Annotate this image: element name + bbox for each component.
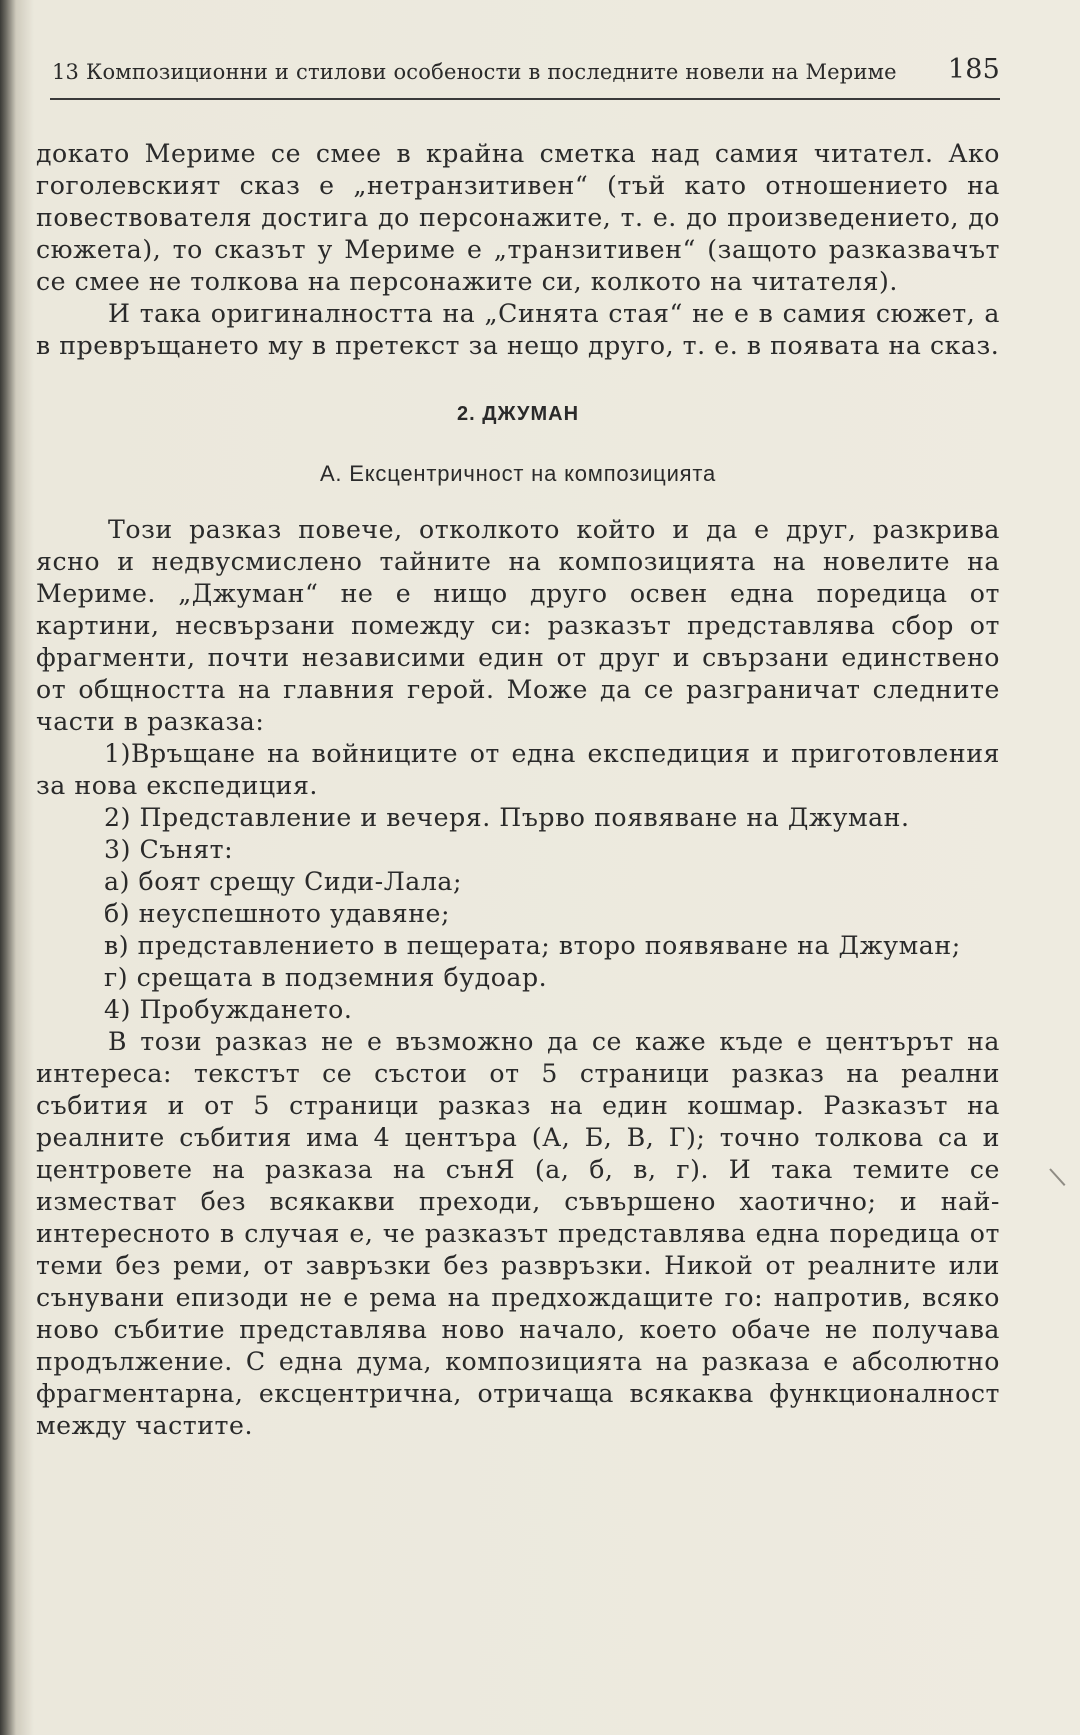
list-item: 4) Пробуждането. bbox=[104, 995, 353, 1024]
paragraph: Този разказ повече, отколкото който и да е друг, разкрива ясно и недвусмислено тайните на композицията на новелите на Мериме. „Джуман“ не е нищо друго освен една поредица от картини, несвързани помежду си: разказът представлява сбор от фрагменти, почти независими един от друг и свързани единствено от общността на главния герой. Може да се разграничат следните части в разказа: bbox=[36, 515, 1000, 736]
pencil-mark bbox=[1049, 1168, 1065, 1186]
page-number: 185 bbox=[947, 54, 1000, 85]
list-item: а) боят срещу Сиди-Лала; bbox=[104, 867, 462, 896]
paragraph-continued: докато Мериме се смее в крайна сметка над самия читател. Ако гоголевският сказ е „нетранзитивен“ (тъй като отношението на повествователя достига до персонажите, т. е. до произведението, до сюжета), то сказът у Мериме е „транзитивен“ (защото разказвачът се смее не толкова на персонажите си, колкото на читателя). bbox=[36, 139, 1000, 296]
section-heading: 2. ДЖУМАН bbox=[456, 403, 580, 425]
paragraph: В този разказ не е възможно да се каже къде е центърът на интереса: текстът се състои от 5 страници разказ на реални събития и от 5 страници разказ на един кошмар. Разказът на реалните събития има 4 центъра (А, Б, В, Г); точно толкова са и центровете на разказа на сънЯ (а, б, в, г). И така темите се изместват без всякакви преходи, съвършено хаотично; и най-интересното в случая е, че разказът представлява една поредица от теми без реми, от завръзки без развръзки. Никой от реалните или сънувани епизоди не е рема на предхождащите го: напротив, всяко ново събитие представлява ново начало, което обаче не получава продължение. С една дума, композицията на разказа е абсолютно фрагментарна, ексцентрична, отричаща всякаква функционалност между частите. bbox=[36, 1027, 1000, 1440]
body-text bbox=[36, 138, 1000, 1442]
list-item: б) неуспешното удавяне; bbox=[104, 899, 451, 928]
list-item: в) представлението в пещерата; второ появяване на Джуман; bbox=[104, 931, 961, 960]
list-item: 3) Сънят: bbox=[104, 835, 234, 864]
list-item: 2) Представление и вечеря. Първо появяване на Джуман. bbox=[104, 803, 910, 832]
paragraph: И така оригиналността на „Синята стая“ не е в самия сюжет, а в превръщането му в претекст за нещо друго, т. е. в появата на сказ. bbox=[36, 299, 1000, 360]
page-header bbox=[50, 52, 1000, 100]
list-item: 1)Връщане на войниците от една експедиция и приготовления за нова експедиция. bbox=[36, 739, 1000, 800]
list-item: г) срещата в подземния будоар. bbox=[104, 963, 548, 992]
subsection-heading: А. Ексцентричност на композицията bbox=[319, 461, 717, 486]
running-title: 13 Композиционни и стилови особености в последните новели на Мериме bbox=[52, 60, 897, 84]
